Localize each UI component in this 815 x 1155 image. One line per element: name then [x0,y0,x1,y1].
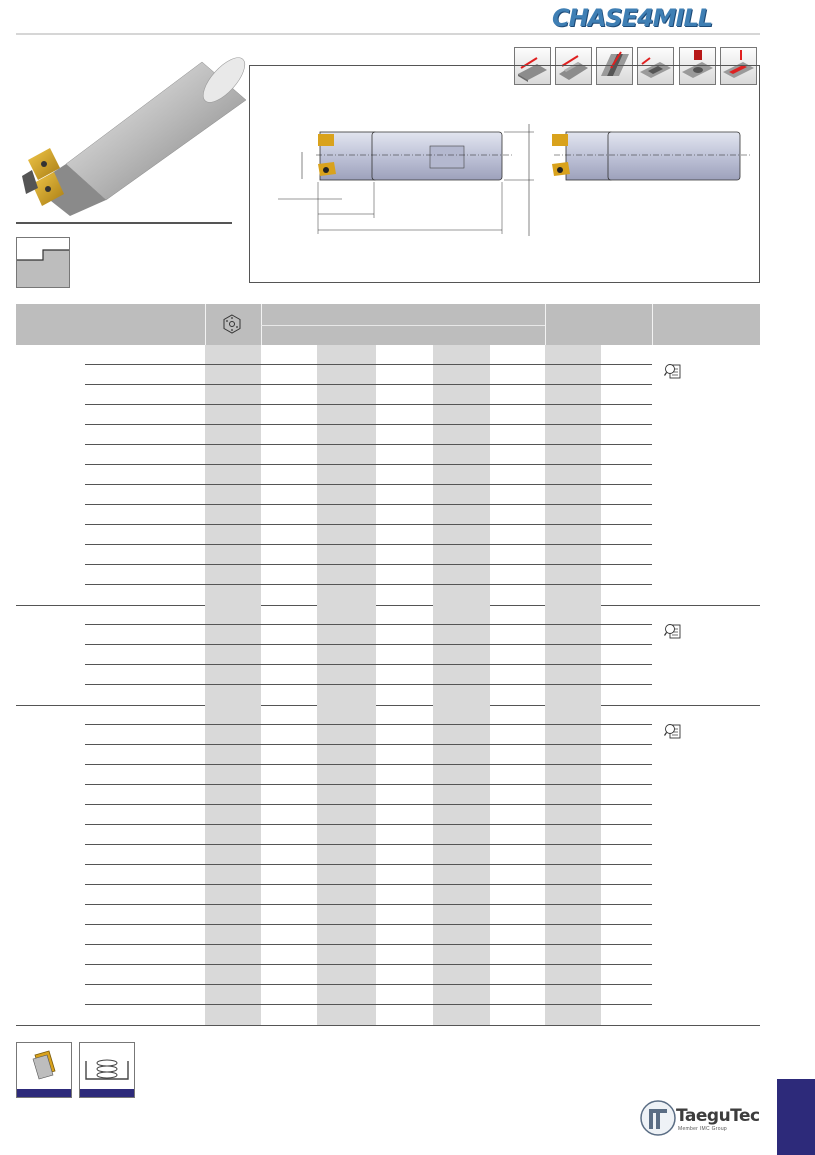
table-row [16,825,760,845]
table-cell [545,925,601,945]
header-subdivider [261,325,545,326]
table-cell [205,485,261,505]
square-shoulder-icon [16,237,70,288]
table-cell [205,985,261,1005]
table-cell [205,865,261,885]
table-cell [317,825,376,845]
table-cell [317,945,376,965]
table-cell [433,645,490,665]
table-bottom-rule [16,1025,760,1026]
table-cell [545,425,601,445]
table-cell [317,525,376,545]
table-cell [433,445,490,465]
table-cell [433,865,490,885]
table-cell [205,845,261,865]
table-cell [545,985,601,1005]
table-cell [317,1005,376,1025]
table-cell [205,645,261,665]
table-row [16,865,760,885]
table-cell [545,1005,601,1025]
table-cell [545,485,601,505]
table-cell [433,745,490,765]
table-cell [317,905,376,925]
table-cell [433,385,490,405]
table-cell [317,505,376,525]
table-cell [433,1005,490,1025]
table-row [16,565,760,585]
table-row [16,605,760,625]
table-cell [433,665,490,685]
table-cell [317,545,376,565]
table-cell [317,765,376,785]
table-row [16,625,760,645]
table-cell [205,765,261,785]
table-cell [545,965,601,985]
table-cell [317,605,376,625]
photo-rule [16,222,232,224]
table-cell [433,505,490,525]
table-cell [205,965,261,985]
table-cell [433,945,490,965]
table-cell [317,585,376,605]
table-cell [317,485,376,505]
table-row [16,645,760,665]
table-header [16,304,760,345]
table-cell [317,965,376,985]
table-cell [317,985,376,1005]
table-cell [205,825,261,845]
table-row [16,845,760,865]
table-cell [433,965,490,985]
brand-name: TaeguTec [676,1106,760,1126]
table-cell [545,725,601,745]
table-cell [545,645,601,665]
table-cell [433,365,490,385]
table-cell [317,385,376,405]
table-row [16,985,760,1005]
section-tab [777,1079,815,1155]
table-cell [317,465,376,485]
table-row [16,885,760,905]
table-cell [205,625,261,645]
logo-text: CHASE4MILL [552,4,713,32]
table-cell [205,465,261,485]
table-cell [205,545,261,565]
table-cell [545,885,601,905]
table-cell [205,745,261,765]
table-cell [545,805,601,825]
table-cell [433,785,490,805]
table-cell [433,565,490,585]
table-cell [545,545,601,565]
table-cell [205,665,261,685]
table-row [16,485,760,505]
table-cell [433,925,490,945]
taegutec-logo [640,1098,762,1138]
table-cell [545,865,601,885]
table-row [16,965,760,985]
table-cell [545,405,601,425]
table-cell [317,365,376,385]
table-row [16,685,760,705]
table-row [16,785,760,805]
table-cell [433,465,490,485]
table-cell [433,905,490,925]
table-row [16,345,760,365]
table-cell [317,685,376,705]
table-cell [545,905,601,925]
table-cell [317,345,376,365]
table-cell [317,925,376,945]
table-row [16,765,760,785]
table-row [16,365,760,385]
table-row [16,745,760,765]
table-cell [205,1005,261,1025]
insert-reference-icon [16,1042,72,1098]
table-cell [433,485,490,505]
table-cell [205,365,261,385]
table-cell [433,585,490,605]
table-row [16,525,760,545]
table-cell [433,625,490,645]
table-row [16,665,760,685]
table-row [16,725,760,745]
technical-drawing [249,65,760,283]
table-cell [205,425,261,445]
chase4mill-logo [552,4,762,30]
table-cell [545,465,601,485]
table-cell [545,505,601,525]
table-row [16,945,760,965]
table-cell [317,445,376,465]
table-cell [433,345,490,365]
table-row [16,545,760,565]
table-cell [433,605,490,625]
table-cell [545,845,601,865]
table-cell [545,705,601,725]
table-cell [545,585,601,605]
table-row [16,425,760,445]
table-cell [433,685,490,705]
table-cell [317,645,376,665]
table-cell [433,705,490,725]
table-cell [433,725,490,745]
table-cell [545,605,601,625]
brand-subtitle: Member IMC Group [678,1126,727,1132]
table-cell [433,845,490,865]
table-cell [317,805,376,825]
table-row [16,1005,760,1025]
table-cell [205,385,261,405]
table-cell [205,345,261,365]
table-cell [545,825,601,845]
table-cell [317,705,376,725]
table-cell [317,725,376,745]
table-cell [317,845,376,865]
table-cell [205,525,261,545]
table-row [16,905,760,925]
table-row [16,405,760,425]
table-cell [433,985,490,1005]
table-cell [205,405,261,425]
table-cell [545,685,601,705]
table-cell [545,765,601,785]
helical-interpolation-icon [79,1042,135,1098]
insert-count-icon [222,314,242,334]
table-cell [205,945,261,965]
table-row [16,445,760,465]
table-cell [433,405,490,425]
table-cell [205,505,261,525]
table-cell [205,705,261,725]
table-cell [205,905,261,925]
table-cell [545,525,601,545]
table-cell [205,585,261,605]
table-cell [545,385,601,405]
table-cell [317,885,376,905]
table-cell [545,345,601,365]
table-cell [433,765,490,785]
table-cell [433,525,490,545]
table-cell [205,685,261,705]
table-row [16,385,760,405]
table-cell [205,805,261,825]
header-rule [16,33,760,35]
table-cell [205,885,261,905]
table-row [16,705,760,725]
table-cell [433,545,490,565]
table-cell [205,725,261,745]
table-cell [205,445,261,465]
table-cell [545,745,601,765]
table-cell [433,425,490,445]
table-cell [317,405,376,425]
table-row [16,585,760,605]
table-cell [205,565,261,585]
table-cell [317,745,376,765]
table-cell [545,785,601,805]
table-cell [317,565,376,585]
table-row [16,805,760,825]
table-row [16,505,760,525]
table-cell [205,925,261,945]
table-cell [205,605,261,625]
table-cell [317,785,376,805]
table-cell [545,625,601,645]
table-cell [433,885,490,905]
table-cell [317,425,376,445]
table-cell [317,665,376,685]
table-cell [433,805,490,825]
table-cell [317,865,376,885]
end-mill-photo [14,48,246,218]
table-cell [545,665,601,685]
table-cell [545,945,601,965]
table-row [16,925,760,945]
table-cell [317,625,376,645]
table-cell [545,365,601,385]
table-cell [545,565,601,585]
table-cell [205,785,261,805]
table-cell [545,445,601,465]
table-row [16,465,760,485]
table-cell [433,825,490,845]
